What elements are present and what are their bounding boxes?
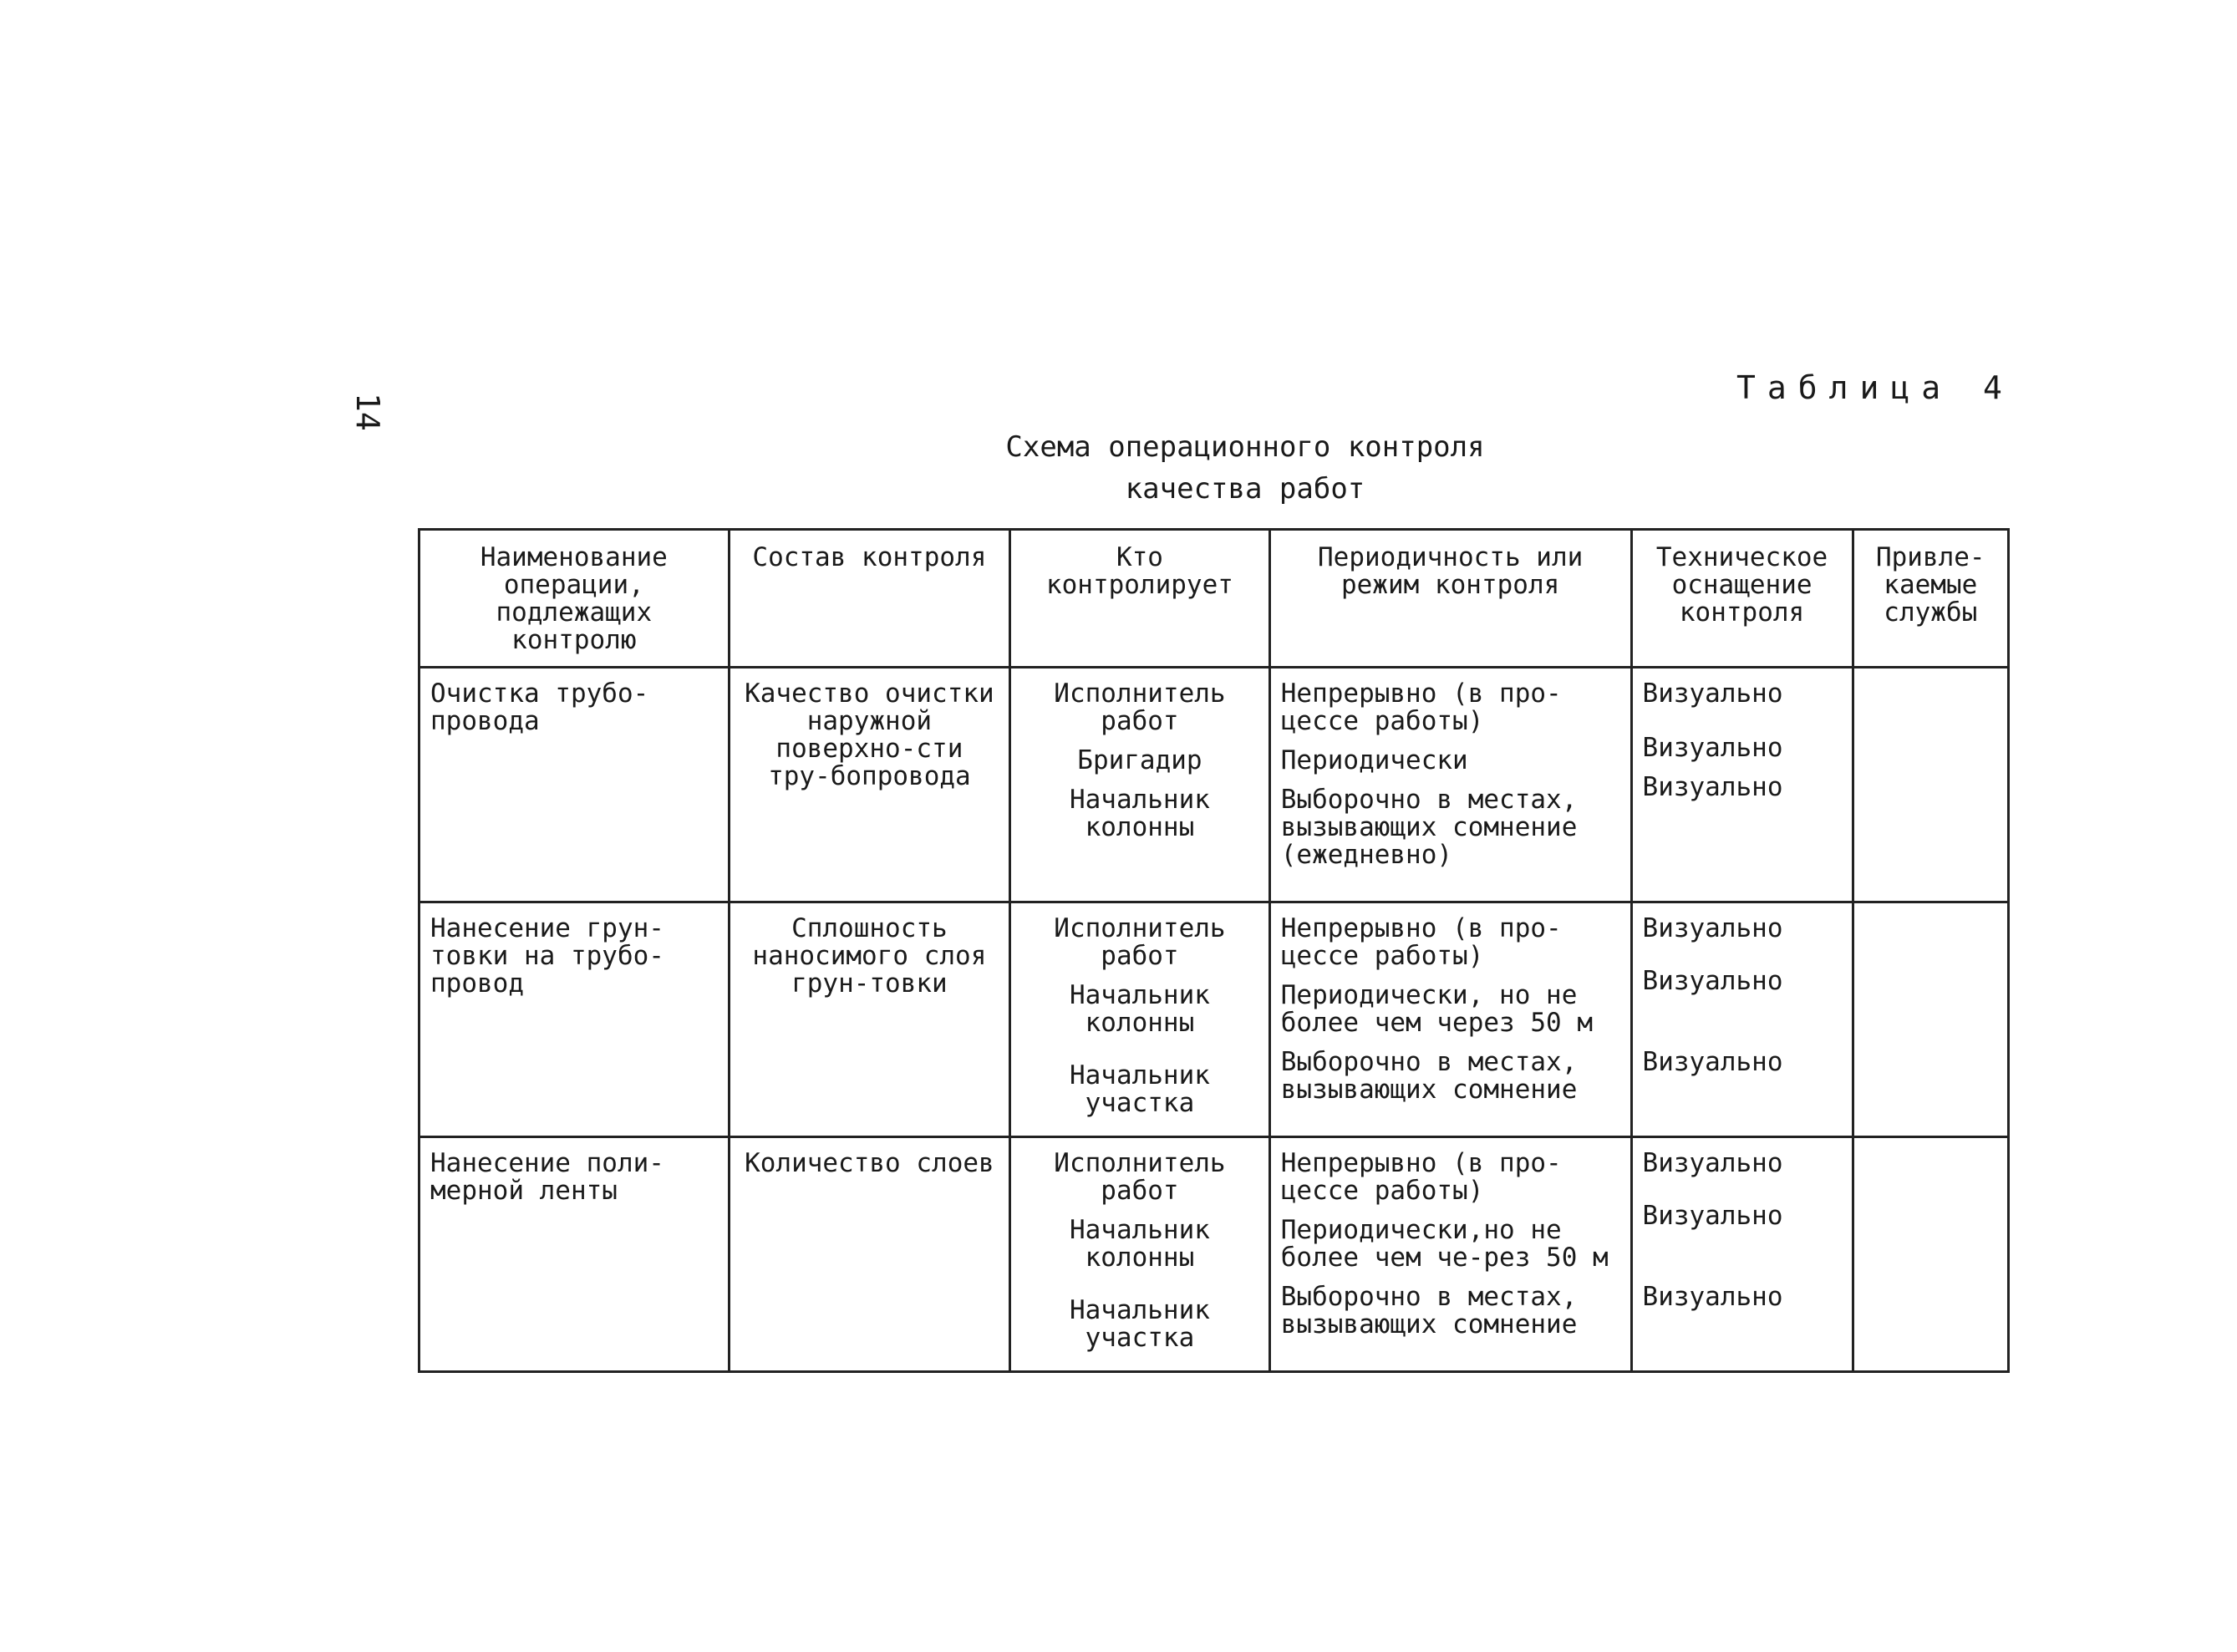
periodicity-cell xyxy=(1269,902,1631,1137)
services-cell xyxy=(1853,902,2008,1137)
table-title xyxy=(919,426,1571,510)
column-header-periodicity: Периодичность или режим контроля xyxy=(1269,530,1631,668)
equipment-entry: Визуально xyxy=(1642,1148,1783,1178)
periodicity-entry: Выборочно в местах, вызывающих сомнение (ежедневно) xyxy=(1280,785,1578,870)
equipment-entry: Визуально xyxy=(1642,679,1783,709)
equipment-entry: Визуально xyxy=(1642,733,1783,763)
controller-cell xyxy=(1010,668,1270,902)
table-row xyxy=(419,902,2009,1137)
column-header-composition: Состав контроля xyxy=(729,530,1009,668)
periodicity-entry: Выборочно в местах, вызывающих сомнение xyxy=(1280,1282,1578,1339)
column-header-controller: Кто контролирует xyxy=(1010,530,1270,668)
operation-cell: Нанесение поли-мерной ленты xyxy=(419,1137,730,1372)
equipment-entry: Визуально xyxy=(1642,913,1783,943)
periodicity-entry: Непрерывно (в про-цессе работы) xyxy=(1280,913,1562,971)
equipment-cell xyxy=(1631,1137,1853,1372)
table-row xyxy=(419,1137,2009,1372)
controller-cell xyxy=(1010,1137,1270,1372)
controller-entry: Начальник колонны xyxy=(1069,1215,1210,1273)
composition-cell: Качество очистки наружной поверхно-сти тру-бопровода xyxy=(729,668,1009,902)
control-table xyxy=(418,528,2010,1373)
controller-cell xyxy=(1010,902,1270,1137)
table-title-line-1: Схема операционного контроля xyxy=(1005,430,1485,464)
header-row xyxy=(419,530,2009,668)
composition-cell: Количество слоев xyxy=(729,1137,1009,1372)
controller-entry: Начальник участка xyxy=(1069,1295,1210,1353)
operation-cell: Нанесение грун-товки на трубо-провод xyxy=(419,902,730,1137)
services-cell xyxy=(1853,668,2008,902)
periodicity-entry: Непрерывно (в про-цессе работы) xyxy=(1280,1148,1562,1206)
equipment-entry: Визуально xyxy=(1642,1282,1783,1312)
equipment-cell xyxy=(1631,668,1853,902)
periodicity-entry: Периодически,но не более чем че-рез 50 м xyxy=(1280,1215,1609,1273)
table-row xyxy=(419,668,2009,902)
periodicity-cell xyxy=(1269,668,1631,902)
column-header-operation: Наименование операции, подлежащих контролю xyxy=(419,530,730,668)
composition-cell: Сплошность наносимого слоя грун-товки xyxy=(729,902,1009,1137)
controller-entry: Начальник колонны xyxy=(1069,980,1210,1038)
equipment-entry: Визуально xyxy=(1642,966,1783,996)
column-header-equipment: Техническое оснащение контроля xyxy=(1631,530,1853,668)
equipment-entry: Визуально xyxy=(1642,1047,1783,1077)
controller-entry: Бригадир xyxy=(1077,745,1202,775)
column-header-services: Привле-каемые службы xyxy=(1853,530,2008,668)
services-cell xyxy=(1853,1137,2008,1372)
controller-entry: Исполнитель работ xyxy=(1054,679,1226,736)
table-label: Таблица 4 xyxy=(1736,369,2014,406)
equipment-entry: Визуально xyxy=(1642,772,1783,802)
periodicity-entry: Непрерывно (в про-цессе работы) xyxy=(1280,679,1562,736)
table-title-line-2: качества работ xyxy=(1125,472,1365,506)
equipment-entry: Визуально xyxy=(1642,1201,1783,1231)
periodicity-entry: Периодически, но не более чем через 50 м xyxy=(1280,980,1594,1038)
controller-entry: Исполнитель работ xyxy=(1054,913,1226,971)
periodicity-cell xyxy=(1269,1137,1631,1372)
controller-entry: Начальник колонны xyxy=(1069,785,1210,842)
periodicity-entry: Периодически xyxy=(1280,745,1468,775)
operation-cell: Очистка трубо-провода xyxy=(419,668,730,902)
page-number: 14 xyxy=(349,393,386,431)
equipment-cell xyxy=(1631,902,1853,1137)
controller-entry: Исполнитель работ xyxy=(1054,1148,1226,1206)
periodicity-entry: Выборочно в местах, вызывающих сомнение xyxy=(1280,1047,1578,1105)
controller-entry: Начальник участка xyxy=(1069,1060,1210,1118)
